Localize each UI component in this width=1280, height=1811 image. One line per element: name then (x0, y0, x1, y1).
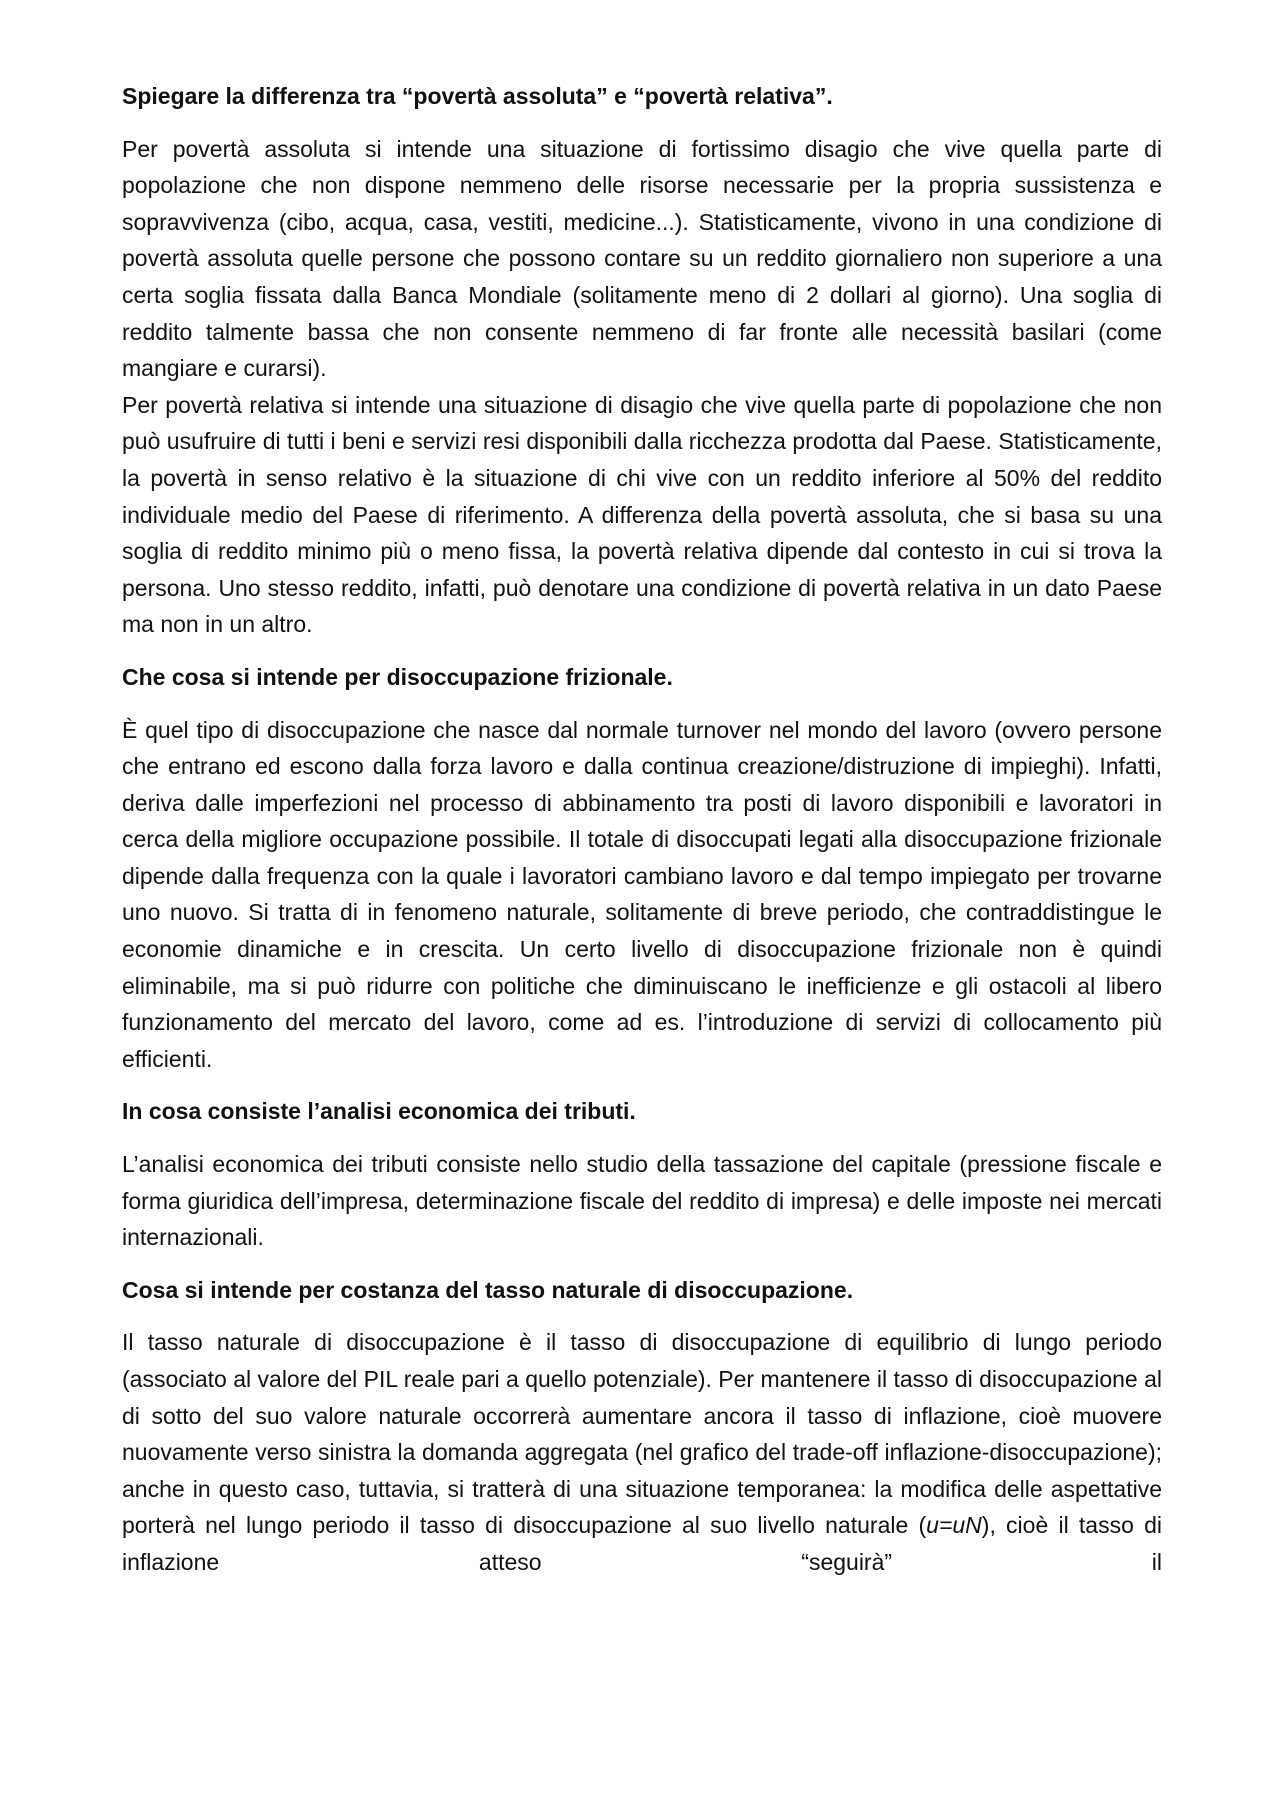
heading-poverty: Spiegare la differenza tra “povertà assoluta” e “povertà relativa”. (122, 83, 833, 109)
paragraph-frictional-unemployment: È quel tipo di disoccupazione che nasce dal normale turnover nel mondo del lavoro (ovvero persone che entrano ed escono dalla forza lavoro e dalla continua creazione/distruzione di impieghi). Infatti, deriva dalle imperfezioni nel processo di abbinamento tra posti di lavoro disponibili e lavoratori in cerca della migliore occupazione possibile. Il totale di disoccupati legati alla disoccupazione frizionale dipende dalla frequenza con la quale i lavoratori cambiano lavoro e dal tempo impiegato per trovarne uno nuovo. Si tratta di in fenomeno naturale, solitamente di breve periodo, che contraddistingue le economie dinamiche e in crescita. Un certo livello di disoccupazione frizionale non è quindi eliminabile, ma si può ridurre con politiche che diminuiscano le inefficienze e gli ostacoli al libero funzionamento del mercato del lavoro, come ad es. l’introduzione di servizi di collocamento più efficienti. (122, 716, 1162, 1072)
formula-u-equals-un: u=uN (926, 1512, 982, 1539)
document-page (122, 78, 1162, 1597)
paragraph-natural-rate-tail: ), cioè il tasso di inflazione atteso “seguirà” il (122, 1512, 1162, 1575)
heading-frictional-unemployment: Che cosa si intende per disoccupazione frizionale. (122, 663, 673, 690)
paragraph-relative-poverty: Per povertà relativa si intende una situazione di disagio che vive quella parte di popolazione che non può usufruire di tutti i beni e servizi resi disponibili dalla ricchezza prodotta dal Paese. Statisticamente, la povertà in senso relativo è la situazione di chi vive con un reddito inferiore al 50% del reddito individuale medio del Paese di riferimento. A differenza della povertà assoluta, che si basa su una soglia di reddito minimo più o meno fissa, la povertà relativa dipende dal contesto in cui si trova la persona. Uno stesso reddito, infatti, può denotare una condizione di povertà relativa in un dato Paese ma non in un altro. (122, 391, 1162, 638)
paragraph-natural-rate (122, 1324, 1162, 1580)
paragraph-absolute-poverty: Per povertà assoluta si intende una situazione di fortissimo disagio che vive quella parte di popolazione che non dispone nemmeno delle risorse necessarie per la propria sussistenza e sopravvivenza (cibo, acqua, casa, vestiti, medicine...). Statisticamente, vivono in una condizione di povertà assoluta quelle persone che possono contare su un reddito giornaliero non superiore a una certa soglia fissata dalla Banca Mondiale (solitamente meno di 2 dollari al giorno). Una soglia di reddito talmente bassa che non consente nemmeno di far fronte alle necessità basilari (come mangiare e curarsi). (122, 135, 1162, 382)
paragraph-tax-analysis: L’analisi economica dei tributi consiste nello studio della tassazione del capitale (pressione fiscale e forma giuridica dell’impresa, determinazione fiscale del reddito di impresa) e delle imposte nei mercati internazionali. (122, 1151, 1162, 1251)
paragraph-natural-rate-text: Il tasso naturale di disoccupazione è il tasso di disoccupazione di equilibrio di lungo periodo (associato al valore del PIL reale pari a quello potenziale). Per mantenere il tasso di disoccupazione al di sotto del suo valore naturale occorrerà aumentare ancora il tasso di inflazione, cioè muovere nuovamente verso sinistra la domanda aggregata (nel grafico del trade-off inflazione-disoccupazione); anche in questo caso, tuttavia, si tratterà di una situazione temporanea: la modifica delle aspettative porterà nel lungo periodo il tasso di disoccupazione al suo livello naturale ( (122, 1329, 1162, 1539)
heading-tax-analysis: In cosa consiste l’analisi economica dei tributi. (122, 1098, 636, 1125)
heading-natural-rate: Cosa si intende per costanza del tasso naturale di disoccupazione. (122, 1276, 854, 1303)
